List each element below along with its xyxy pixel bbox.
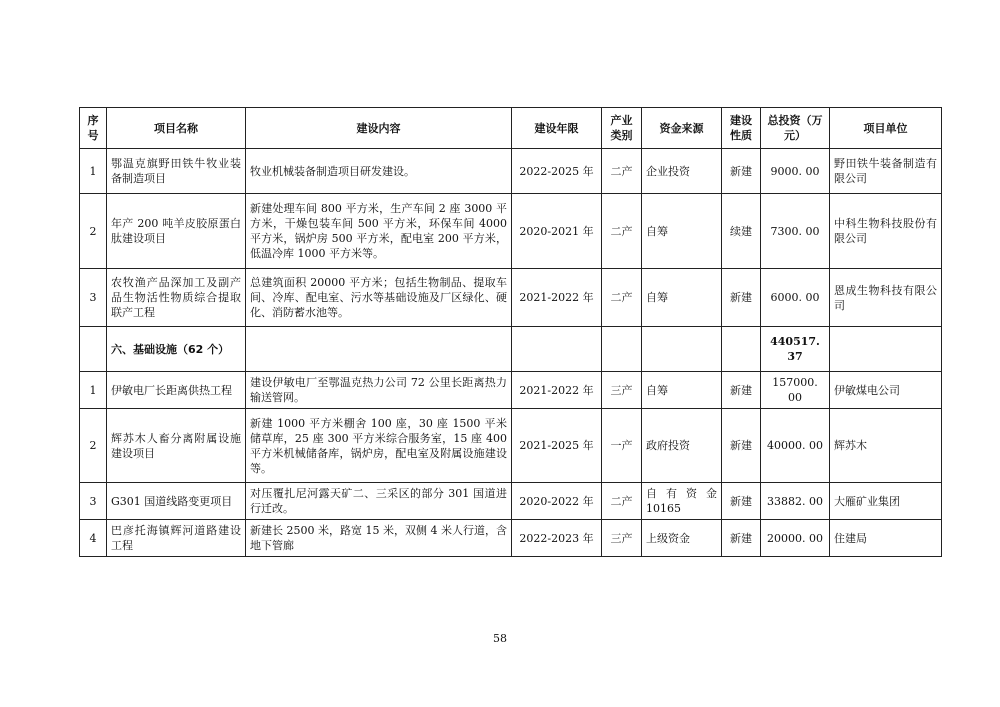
table-row	[80, 372, 942, 409]
cell-funding: 上级资金	[642, 520, 722, 557]
cell-name: G301 国道线路变更项目	[107, 483, 246, 520]
cell-investment: 20000. 00	[761, 520, 830, 557]
cell-name: 年产 200 吨羊皮胶原蛋白肽建设项目	[107, 194, 246, 269]
table-row	[80, 483, 942, 520]
cell-content: 总建筑面积 20000 平方米；包括生物制品、提取车间、冷库、配电室、污水等基础设施及厂区绿化、硬化、消防蓄水池等。	[246, 269, 512, 327]
header-funding: 资金来源	[642, 108, 722, 149]
section-total: 440517. 37	[761, 327, 830, 372]
cell-years: 2021-2025 年	[512, 409, 602, 483]
cell-unit: 恩成生物科技有限公司	[830, 269, 942, 327]
cell-industry: 一产	[602, 409, 642, 483]
cell-funding: 自有资金 10165	[642, 483, 722, 520]
section-row	[80, 327, 942, 372]
header-industry: 产业类别	[602, 108, 642, 149]
page-number: 58	[493, 632, 507, 645]
cell-content: 建设伊敏电厂至鄂温克热力公司 72 公里长距离热力输送管网。	[246, 372, 512, 409]
cell-unit: 野田铁牛装备制造有限公司	[830, 149, 942, 194]
cell-unit: 中科生物科技股份有限公司	[830, 194, 942, 269]
cell-seq: 2	[80, 409, 107, 483]
project-table	[79, 107, 942, 557]
cell-empty	[512, 327, 602, 372]
cell-nature: 新建	[722, 409, 761, 483]
header-investment: 总投资（万元）	[761, 108, 830, 149]
cell-funding: 自筹	[642, 194, 722, 269]
cell-investment: 6000. 00	[761, 269, 830, 327]
header-seq: 序号	[80, 108, 107, 149]
cell-empty	[642, 327, 722, 372]
cell-funding: 自筹	[642, 269, 722, 327]
cell-empty	[830, 327, 942, 372]
cell-seq: 3	[80, 269, 107, 327]
header-unit: 项目单位	[830, 108, 942, 149]
table-row	[80, 194, 942, 269]
cell-seq: 1	[80, 372, 107, 409]
cell-seq: 2	[80, 194, 107, 269]
cell-name: 伊敏电厂长距离供热工程	[107, 372, 246, 409]
cell-name: 巴彦托海镇辉河道路建设工程	[107, 520, 246, 557]
cell-unit: 伊敏煤电公司	[830, 372, 942, 409]
cell-industry: 二产	[602, 194, 642, 269]
cell-content: 对压覆扎尼河露天矿二、三采区的部分 301 国道进行迁改。	[246, 483, 512, 520]
cell-industry: 三产	[602, 372, 642, 409]
cell-empty	[602, 327, 642, 372]
header-content: 建设内容	[246, 108, 512, 149]
cell-nature: 新建	[722, 520, 761, 557]
cell-industry: 二产	[602, 149, 642, 194]
cell-funding: 自筹	[642, 372, 722, 409]
header-name: 项目名称	[107, 108, 246, 149]
table-row	[80, 149, 942, 194]
cell-funding: 政府投资	[642, 409, 722, 483]
cell-investment: 7300. 00	[761, 194, 830, 269]
cell-nature: 新建	[722, 149, 761, 194]
table-row	[80, 269, 942, 327]
cell-content: 新建处理车间 800 平方米，生产车间 2 座 3000 平方米，干燥包装车间 500 平方米，环保车间 4000 平方米，锅炉房 500 平方米，配电室 200 平方米，低温冷库 1000 平方米等。	[246, 194, 512, 269]
cell-years: 2020-2021 年	[512, 194, 602, 269]
cell-industry: 三产	[602, 520, 642, 557]
cell-nature: 新建	[722, 372, 761, 409]
cell-investment: 157000. 00	[761, 372, 830, 409]
cell-seq: 4	[80, 520, 107, 557]
cell-content: 新建 1000 平方米棚舍 100 座，30 座 1500 平米储草库，25 座 300 平方米综合服务室，15 座 400 平方米机械储备库，锅炉房，配电室及附属设施建设等。	[246, 409, 512, 483]
cell-name: 辉苏木人畜分离附属设施建设项目	[107, 409, 246, 483]
cell-years: 2021-2022 年	[512, 372, 602, 409]
cell-industry: 二产	[602, 269, 642, 327]
cell-nature: 续建	[722, 194, 761, 269]
cell-empty	[722, 327, 761, 372]
cell-empty	[246, 327, 512, 372]
cell-unit: 大雁矿业集团	[830, 483, 942, 520]
header-years: 建设年限	[512, 108, 602, 149]
cell-industry: 二产	[602, 483, 642, 520]
cell-unit: 住建局	[830, 520, 942, 557]
cell-investment: 33882. 00	[761, 483, 830, 520]
cell-content: 新建长 2500 米，路宽 15 米，双侧 4 米人行道，含地下管廊	[246, 520, 512, 557]
table-row	[80, 409, 942, 483]
cell-seq-empty	[80, 327, 107, 372]
cell-name: 鄂温克旗野田铁牛牧业装备制造项目	[107, 149, 246, 194]
cell-years: 2022-2023 年	[512, 520, 602, 557]
cell-years: 2020-2022 年	[512, 483, 602, 520]
cell-investment: 9000. 00	[761, 149, 830, 194]
cell-seq: 1	[80, 149, 107, 194]
table-header-row	[80, 108, 942, 149]
cell-content: 牧业机械装备制造项目研发建设。	[246, 149, 512, 194]
table-row	[80, 520, 942, 557]
section-title: 六、基础设施（62 个）	[107, 327, 246, 372]
cell-nature: 新建	[722, 483, 761, 520]
cell-years: 2022-2025 年	[512, 149, 602, 194]
cell-years: 2021-2022 年	[512, 269, 602, 327]
cell-investment: 40000. 00	[761, 409, 830, 483]
cell-funding: 企业投资	[642, 149, 722, 194]
cell-seq: 3	[80, 483, 107, 520]
cell-name: 农牧渔产品深加工及副产品生物活性物质综合提取联产工程	[107, 269, 246, 327]
cell-unit: 辉苏木	[830, 409, 942, 483]
header-nature: 建设性质	[722, 108, 761, 149]
cell-nature: 新建	[722, 269, 761, 327]
